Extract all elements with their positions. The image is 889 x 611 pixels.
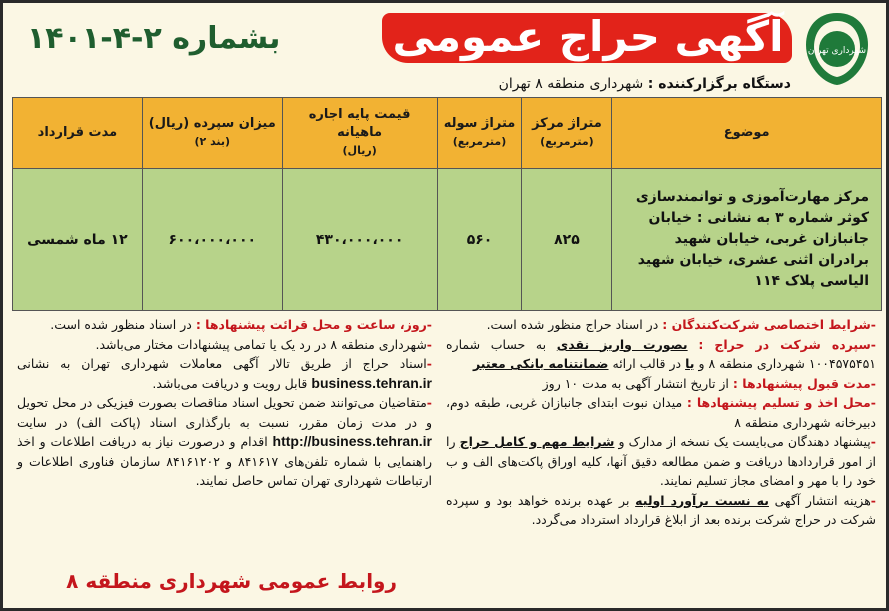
cost-note: -هزینه انتشار آگهی به نسبت برآورد اولیه بر عهده برنده خواهد بود و سپرده شرکت در حراج شرکت برنده بعد از ابلاغ قرارداد استرداد می‌گردد. xyxy=(446,492,876,527)
business-url-link[interactable]: http://business.tehran.ir xyxy=(272,433,432,449)
header-subject: موضوع xyxy=(612,98,882,169)
header-deposit: میزان سپرده (ریال) (بند ۲) xyxy=(142,98,282,169)
upload-info: -متقاضیان می‌توانند ضمن تحویل اسناد مناقصات بصورت فیزیکی در محل تحویل و در مدت زمان مقرر، نسبت به بارگذاری اسناد (پاکت الف) در سایت http://business.tehran.ir اقدام و درصورت نیاز به دریافت اطلاعات و اخذ راهنمایی با شماره تلفن‌های ۸۴۱۶۱۷ و ۸۴۱۶۱۲۰۲ سازمان فناوری اطلاعات و ارتباطات شهرداری تهران تماس حاصل نمایند. xyxy=(17,395,432,488)
cell-base-rent: ۴۳۰،۰۰۰،۰۰۰ xyxy=(282,169,437,311)
opening-info: -روز، ساعت و محل قرائت پیشنهادها : در اسناد منظور شده است. xyxy=(50,317,432,332)
acceptance-period: -مدت قبول پیشنهادها : از تاریخ انتشار آگهی به مدت ۱۰ روز xyxy=(542,375,876,391)
specific-conditions: -شرایط اختصاصی شرکت‌کنندگان : در اسناد حراج منظور شده است. xyxy=(486,317,876,332)
header-shed-area: متراژ سوله (مترمربع) xyxy=(437,98,522,169)
table-row xyxy=(13,169,882,311)
cell-center-area: ۸۲۵ xyxy=(522,169,612,311)
header-center-area: متراژ مرکز (مترمربع) xyxy=(522,98,612,169)
public-relations-signature: روابط عمومی شهرداری منطقه ۸ xyxy=(66,569,397,593)
logo-text: شهرداری تهران xyxy=(807,46,867,56)
documents-note: -پیشنهاد دهندگان می‌بایست یک نسخه از مدارک و شرایط مهم و کامل حراج را از امور قراردادها دریافت و ضمن مطالعه دقیق آنها، کلیه اوراق پاکت‌های الف و ب خود را با مهر و امضای مجاز تسلیم نمایند. xyxy=(446,434,876,488)
organizer-value: شهرداری منطقه ۸ تهران xyxy=(498,76,644,92)
cell-deposit: ۶۰۰،۰۰۰،۰۰۰ xyxy=(142,169,282,311)
header xyxy=(9,7,880,69)
conditions-left-column xyxy=(17,315,432,607)
page-title: آگهی حراج عمومی xyxy=(392,12,784,61)
cell-subject: مرکز مهارت‌آموزی و توانمندسازی کوثر شماره ۳ به نشانی : خیابان جانبازان غربی، خیابان شهید برادران اثنی عشری، خیابان شهید الیاسی پلاک ۱۱۴ xyxy=(612,169,882,311)
rejection-right: -شهرداری منطقه ۸ در رد یک یا تمامی پیشنهادات مختار می‌باشد. xyxy=(95,336,432,352)
deposit-info: -سپرده شرکت در حراج : بصورت واریز نقدی به حساب شماره ۱۰۰۴۵۷۵۴۵۱ شهرداری منطقه ۸ و یا در قالب ارائه ضمانتنامه بانکی معتبر xyxy=(446,336,876,371)
submission-place: -محل اخذ و تسلیم پیشنهادها : میدان نبوت ابتدای جانبازان غربی، طبقه دوم، دبیرخانه شهرداری منطقه ۸ xyxy=(446,395,876,430)
conditions-right-column xyxy=(446,315,876,607)
organizer-label: دستگاه برگزارکننده : xyxy=(647,76,791,92)
header-base-rent: قیمت پایه اجاره ماهیانه (ریال) xyxy=(282,98,437,169)
table-header-row xyxy=(13,98,882,169)
documents-access: -اسناد حراج از طریق تالار آگهی معاملات شهرداری تهران به نشانی business.tehran.ir قابل رویت و دریافت می‌باشد. xyxy=(17,356,432,391)
cell-duration: ۱۲ ماه شمسی xyxy=(13,169,143,311)
header-duration: مدت قرارداد xyxy=(13,98,143,169)
ad-number: بشماره ۲-۴-۱۴۰۱ xyxy=(27,21,281,56)
business-site-link[interactable]: business.tehran.ir xyxy=(311,374,432,391)
organizer-line xyxy=(231,73,791,95)
tehran-municipality-logo xyxy=(802,9,872,89)
auction-table xyxy=(12,97,882,311)
cell-shed-area: ۵۶۰ xyxy=(437,169,522,311)
